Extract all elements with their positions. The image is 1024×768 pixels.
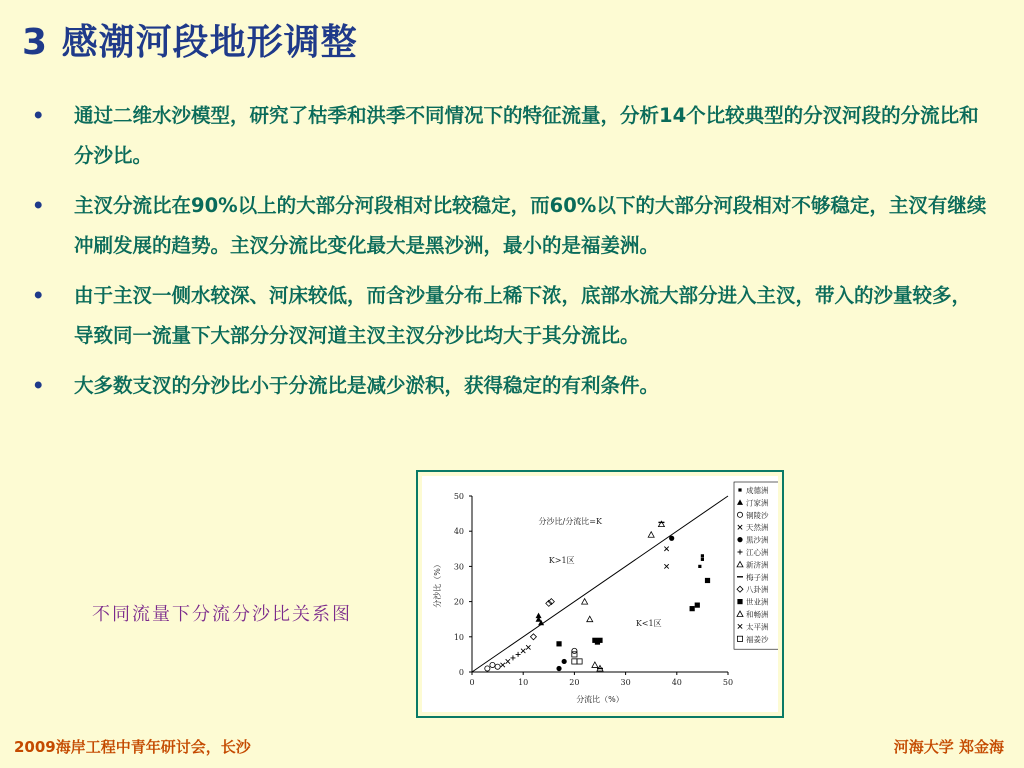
data-point bbox=[495, 664, 500, 669]
x-axis-label: 分流比（%） bbox=[576, 695, 624, 704]
x-tick-label: 20 bbox=[569, 678, 580, 687]
legend-marker bbox=[737, 599, 742, 604]
data-point bbox=[695, 603, 700, 608]
data-point bbox=[556, 641, 561, 646]
scatter-chart bbox=[422, 476, 778, 712]
legend-label: 世业洲 bbox=[746, 597, 769, 607]
legend-label: 黑沙洲 bbox=[746, 535, 769, 545]
data-point bbox=[587, 616, 593, 622]
data-point bbox=[501, 663, 505, 667]
data-point bbox=[521, 649, 525, 653]
chart-annotation: 分沙比/分流比=K bbox=[538, 517, 602, 527]
data-point bbox=[595, 639, 600, 644]
x-tick-label: 30 bbox=[620, 678, 631, 687]
x-tick-label: 10 bbox=[518, 678, 529, 687]
chart-annotation: K<1区 bbox=[635, 619, 662, 629]
legend-label: 新济洲 bbox=[746, 560, 769, 570]
data-point bbox=[562, 659, 567, 664]
data-point bbox=[664, 564, 668, 568]
bullet-text: 通过二维水沙模型，研究了枯季和洪季不同情况下的特征流量，分析14个比较典型的分汊河段的分流比和分沙比。 bbox=[74, 104, 979, 167]
bullet-dot-icon: • bbox=[32, 284, 45, 307]
data-point bbox=[516, 652, 521, 657]
data-point bbox=[506, 659, 510, 663]
bullet-item bbox=[30, 96, 990, 176]
data-point bbox=[530, 634, 536, 640]
y-tick-label: 50 bbox=[453, 492, 464, 501]
x-tick-label: 0 bbox=[469, 678, 475, 687]
x-tick-label: 50 bbox=[722, 678, 734, 687]
footer-conference: 2009海岸工程中青年研讨会，长沙 bbox=[14, 738, 251, 756]
data-point bbox=[698, 565, 701, 568]
y-tick-label: 0 bbox=[458, 668, 464, 677]
slide-title: 3 感潮河段地形调整 bbox=[22, 22, 358, 63]
data-point bbox=[577, 659, 582, 664]
data-point bbox=[572, 648, 577, 653]
data-point bbox=[648, 532, 654, 538]
data-point bbox=[556, 666, 561, 671]
data-point bbox=[526, 645, 530, 649]
data-point bbox=[510, 655, 515, 660]
chart-panel bbox=[422, 476, 778, 712]
y-tick-label: 30 bbox=[453, 562, 464, 572]
bullet-dot-icon: • bbox=[32, 194, 45, 217]
legend-marker bbox=[738, 488, 741, 491]
legend-label: 八卦洲 bbox=[746, 585, 769, 595]
figure-frame bbox=[416, 470, 784, 718]
legend-label: 江心洲 bbox=[746, 548, 769, 557]
bullet-item bbox=[30, 186, 990, 266]
figure-caption: 不同流量下分流分沙比关系图 bbox=[92, 604, 352, 625]
bullet-text: 由于主汊一侧水较深、河床较低，而含沙量分布上稀下浓，底部水流大部分进入主汊，带入的沙量较多，导致同一流量下大部分分汊河道主汊主汊分沙比均大于其分流比。 bbox=[74, 284, 972, 347]
y-axis-label: 分沙比（%） bbox=[433, 560, 442, 608]
bullet-dot-icon: • bbox=[32, 374, 45, 397]
bullet-dot-icon: • bbox=[32, 104, 45, 127]
legend-label: 和畅洲 bbox=[746, 610, 769, 619]
chart-annotation: K>1区 bbox=[548, 555, 575, 565]
data-point bbox=[490, 662, 495, 667]
y-tick-label: 10 bbox=[453, 632, 464, 642]
y-tick-label: 20 bbox=[453, 597, 464, 607]
data-point bbox=[701, 554, 704, 557]
bullet-text: 大多数支汊的分沙比小于分流比是减少淤积，获得稳定的有利条件。 bbox=[74, 374, 660, 397]
data-point bbox=[664, 547, 668, 551]
bullet-item bbox=[30, 276, 990, 356]
data-point bbox=[485, 666, 490, 671]
bullet-text: 主汊分流比在90%以上的大部分河段相对比较稳定，而60%以下的大部分河段相对不够稳定，主汊有继续冲刷发展的趋势。主汊分流比变化最大是黑沙洲，最小的是福姜洲。 bbox=[74, 194, 987, 257]
legend-label: 梅子洲 bbox=[746, 572, 769, 582]
x-tick-label: 40 bbox=[671, 678, 682, 687]
legend-label: 铜陵沙 bbox=[746, 510, 769, 520]
bullet-list bbox=[30, 96, 990, 416]
data-point bbox=[592, 662, 598, 668]
legend-label: 汀家洲 bbox=[746, 498, 769, 508]
y-tick-label: 40 bbox=[453, 527, 464, 537]
data-point bbox=[582, 599, 588, 605]
bullet-item bbox=[30, 366, 990, 406]
data-point bbox=[701, 558, 704, 561]
legend-label: 天然洲 bbox=[746, 523, 769, 533]
footer-author: 河海大学 郑金海 bbox=[893, 738, 1004, 756]
legend-label: 成德洲 bbox=[746, 486, 769, 495]
legend-label: 太平洲 bbox=[746, 622, 769, 632]
data-point bbox=[690, 606, 695, 611]
data-point bbox=[572, 659, 577, 664]
data-point bbox=[669, 536, 674, 541]
data-point bbox=[705, 578, 710, 583]
legend-marker bbox=[737, 537, 742, 542]
legend-label: 福姜沙 bbox=[746, 634, 769, 644]
